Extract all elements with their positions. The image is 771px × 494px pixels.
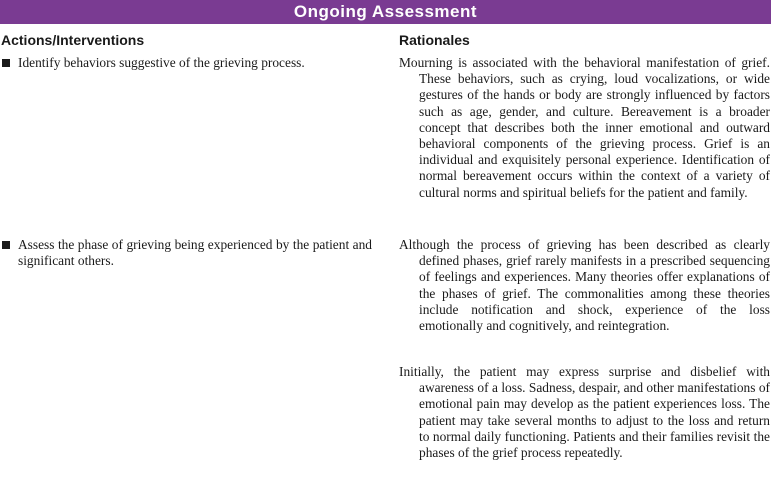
action-text: Identify behaviors suggestive of the grieving process. xyxy=(18,55,305,70)
square-bullet-icon xyxy=(2,59,10,67)
rationale-paragraph: Mourning is associated with the behavioral manifestation of grief. These behaviors, such as crying, loud vocalizations, or wide gestures of the hands or body are strongly influenced by factors such as age, gender, and culture. Bereavement is a broader concept that describes both the inner emotional and outward behavioral components of the grieving process. Grief is an individual and exquisitely personal experience. Identification of normal bereavement occurs within the context of a variety of cultural norms and spiritual beliefs for the patient and family. xyxy=(399,55,770,200)
banner-title: Ongoing Assessment xyxy=(293,2,478,21)
actions-column-header: Actions/Interventions xyxy=(1,32,145,48)
section-banner xyxy=(0,0,771,24)
action-item xyxy=(2,55,372,71)
square-bullet-icon xyxy=(2,241,10,249)
rationale-paragraph: Although the process of grieving has been described as clearly defined phases, grief rarely manifests in a prescribed sequencing of feelings and experiences. Many theories offer explanations of the phases of grief. The commonalities among these theories include notification and shock, experience of the loss emotionally and cognitively, and reintegration. xyxy=(399,237,770,334)
action-text: Assess the phase of grieving being experienced by the patient and significant others. xyxy=(18,237,372,269)
rationales-column-header: Rationales xyxy=(399,32,470,48)
action-item xyxy=(2,237,372,269)
rationale-paragraph: Initially, the patient may express surprise and disbelief with awareness of a loss. Sadness, despair, and other manifestations of emotional pain may develop as the patient experiences loss. The patient may take several months to adjust to the loss and return to normal daily functioning. Patients and their families revisit the phases of the grief process repeatedly. xyxy=(399,364,770,461)
